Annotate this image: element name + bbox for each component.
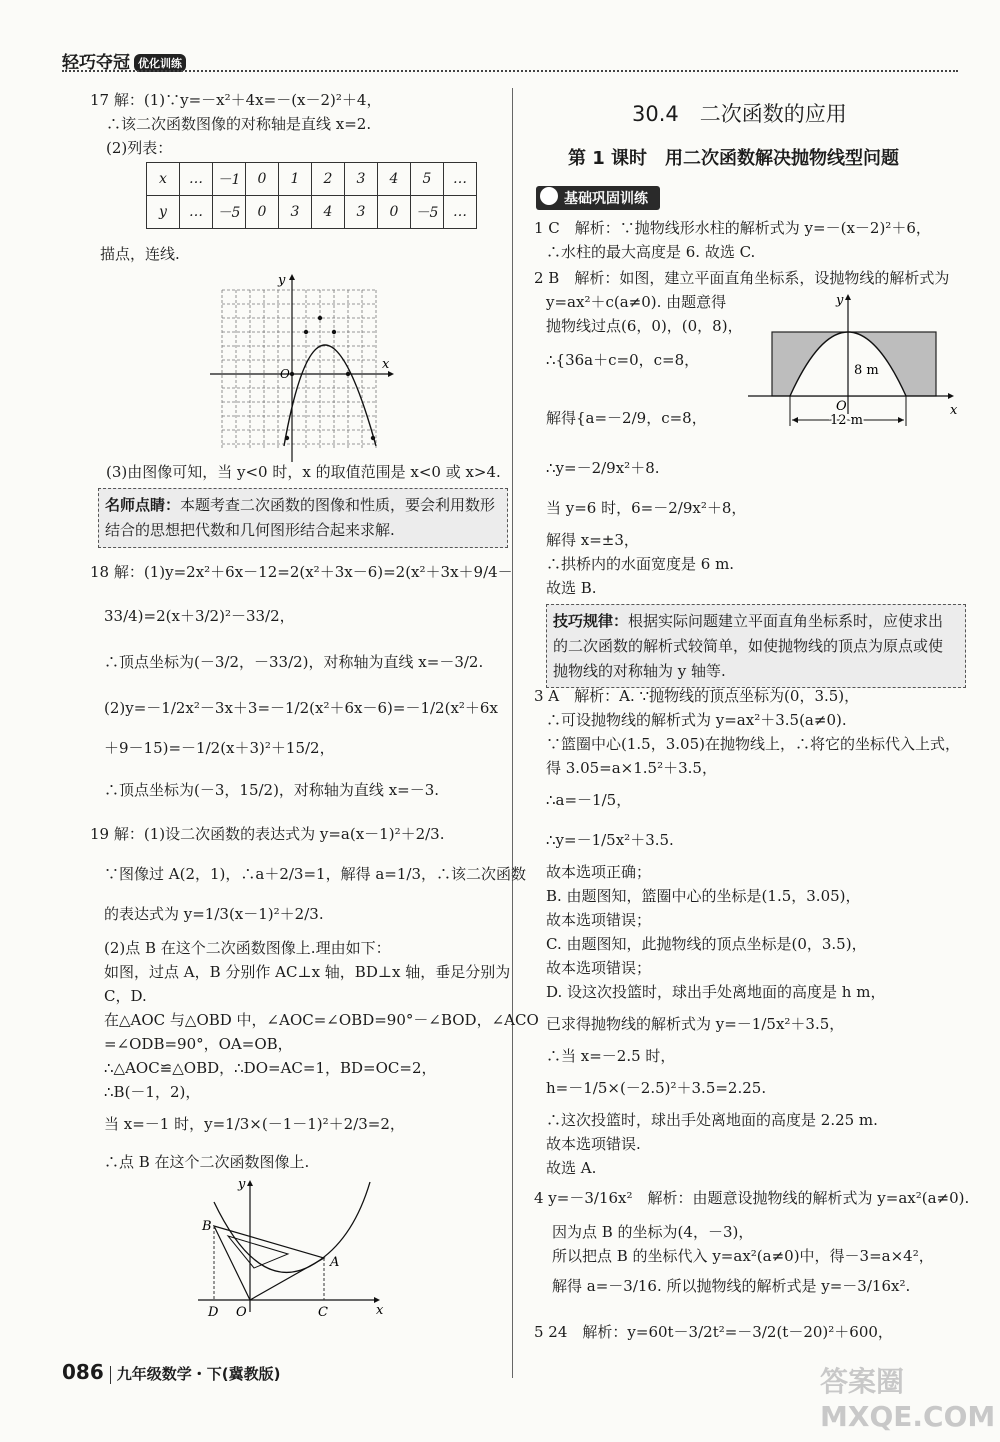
point-b-label: B	[202, 1219, 212, 1234]
q18-line-1: 18 解：(1)y=2x²＋6x－12=2(x²＋3x－6)=2(x²＋3x＋9/4－	[90, 563, 513, 581]
table-cell: 0	[246, 163, 279, 196]
q18-line-6: ∴顶点坐标为(－3，15/2)，对称轴为直线 x=－3.	[104, 781, 440, 799]
q2-line-1: 2 B 解析：如图，建立平面直角坐标系，设抛物线的解析式为	[534, 269, 950, 287]
q3-line-13: 已求得抛物线的解析式为 y=－1/5x²＋3.5，	[546, 1015, 845, 1033]
table-row	[147, 163, 477, 196]
q19-line-7: 在△AOC 与△OBD 中，∠AOC=∠OBD=90°－∠BOD，∠ACO	[104, 1011, 539, 1029]
q3-line-12: D. 设这次投篮时，球出手处离地面的高度是 h m，	[546, 983, 886, 1001]
book-title: 九年级数学・下(冀教版)	[116, 1365, 281, 1383]
q3-line-14: ∴当 x=－2.5 时，	[546, 1047, 676, 1065]
q5-line-1: 5 24 解析：y=60t－3/2t²=－3/2(t－20)²＋600，	[534, 1323, 893, 1341]
point-neg1-neg5	[285, 436, 289, 440]
q18-line-3: ∴顶点坐标为(－3/2，－33/2)，对称轴为直线 x=－3/2.	[104, 653, 484, 671]
arch-bridge-graph	[744, 290, 964, 430]
header-divider	[62, 70, 958, 72]
parabola-grid-graph	[200, 270, 400, 470]
q3-line-3: ∵篮圈中心(1.5，3.05)在抛物线上，∴将它的坐标代入上式，	[546, 735, 960, 753]
q3-line-4: 得 3.05=a×1.5²＋3.5，	[546, 759, 717, 777]
table-cell: …	[180, 196, 213, 229]
section-badge	[536, 186, 660, 210]
point-a-label: A	[330, 1255, 340, 1270]
q4-line-2: 因为点 B 的坐标为(4，－3)，	[552, 1223, 754, 1241]
q3-line-6: ∴y=－1/5x²＋3.5.	[546, 831, 674, 849]
table-cell: －5	[411, 196, 444, 229]
q19-line-10: ∴B(－1，2)，	[104, 1083, 201, 1101]
q19-line-4: (2)点 B 在这个二次函数图像上.理由如下：	[104, 939, 391, 957]
graph3-origin-label: O	[836, 399, 847, 414]
table-cell: －5	[213, 196, 246, 229]
q19-line-6: C，D.	[104, 987, 147, 1005]
point-origin	[290, 372, 294, 376]
point-d-label: D	[208, 1305, 219, 1320]
q17-plot-text: 描点，连线.	[100, 245, 180, 263]
q3-line-2: ∴可设抛物线的解析式为 y=ax²＋3.5(a≠0).	[546, 711, 847, 729]
q2-line-6: ∴y=－2/9x²＋8.	[546, 459, 660, 477]
lesson-title: 第 1 课时 用二次函数解决抛物线型问题	[568, 148, 900, 169]
arrow-left-icon	[792, 417, 798, 423]
q19-line-5: 如图，过点 A，B 分别作 AC⊥x 轴，BD⊥x 轴，垂足分别为	[104, 963, 511, 981]
graph2-x-label: x	[376, 1303, 384, 1318]
q3-line-16: ∴这次投篮时，球出手处离地面的高度是 2.25 m.	[546, 1111, 878, 1129]
q2-line-9: ∴拱桥内的水面宽度是 6 m.	[546, 555, 735, 573]
height-label: 8 m	[854, 363, 879, 378]
tip-box-1	[98, 488, 508, 548]
point-5-neg5	[371, 436, 375, 440]
q19-line-12: ∴点 B 在这个二次函数图像上.	[104, 1153, 310, 1171]
table-cell: 0	[246, 196, 279, 229]
point-3-3	[332, 330, 336, 334]
q3-line-5: ∴a=－1/5，	[546, 791, 632, 809]
tip1-text-1: 本题考查二次函数的图像和性质，要会利用数形	[180, 496, 496, 514]
q2-line-3: 抛物线过点(6，0)，(0，8)，	[546, 317, 743, 335]
table-cell: 4	[312, 196, 345, 229]
graph3-x-label: x	[950, 403, 958, 418]
point-4-0	[346, 372, 350, 376]
table-cell: y	[147, 196, 180, 229]
q1-line-2: ∴水柱的最大高度是 6. 故选 C.	[546, 243, 756, 261]
table-cell: 3	[279, 196, 312, 229]
parabola-curve	[214, 1182, 370, 1272]
q1-line-1: 1 C 解析：∵抛物线形水柱的解析式为 y=－(x－2)²＋6，	[534, 219, 931, 237]
q19-line-1: 19 解：(1)设二次函数的表达式为 y=a(x－1)²＋2/3.	[90, 825, 445, 843]
tip1-label: 名师点睛：	[105, 496, 181, 514]
q3-line-1: 3 A 解析：A. ∵抛物线的顶点坐标为(0，3.5)，	[534, 687, 860, 705]
table-cell: …	[444, 196, 477, 229]
table-cell: 0	[378, 196, 411, 229]
q18-line-5: ＋9－15)=－1/2(x＋3)²＋15/2，	[104, 739, 335, 757]
y-axis-arrow-icon	[247, 1180, 253, 1186]
table-cell: 3	[345, 163, 378, 196]
tip2-text-3: 抛物线的对称轴为 y 轴等.	[553, 662, 726, 680]
table-cell: …	[180, 163, 213, 196]
q4-line-3: 所以把点 B 的坐标代入 y=ax²(a≠0)中，得－3=a×4²，	[552, 1247, 934, 1265]
q19-line-2: ∵图像过 A(2，1)，∴a＋2/3=1，解得 a=1/3，∴该二次函数	[104, 865, 527, 883]
table-cell: 4	[378, 163, 411, 196]
q19-line-11: 当 x=－1 时，y=1/3×(－1－1)²＋2/3=2，	[104, 1115, 405, 1133]
q3-line-7: 故本选项正确；	[546, 863, 652, 881]
q17-line-2: ∴该二次函数图像的对称轴是直线 x=2.	[106, 115, 372, 133]
q18-line-4: (2)y=－1/2x²－3x＋3=－1/2(x²＋6x－6)=－1/2(x²＋6x	[104, 699, 498, 717]
q19-line-8: =∠ODB=90°，OA=OB，	[104, 1035, 293, 1053]
q2-line-2: y=ax²＋c(a≠0). 由题意得	[546, 293, 727, 311]
table-cell: 1	[279, 163, 312, 196]
point-o-label: O	[236, 1305, 247, 1320]
point-c-label: C	[318, 1305, 328, 1320]
q2-line-10: 故选 B.	[546, 579, 597, 597]
logo-tag: 优化训练	[134, 54, 186, 72]
section-title: 30.4 二次函数的应用	[632, 102, 847, 126]
triangle-parabola-graph	[192, 1172, 392, 1322]
q2-line-7: 当 y=6 时，6=－2/9x²＋8，	[546, 499, 747, 517]
table-cell: …	[444, 163, 477, 196]
q19-line-3: 的表达式为 y=1/3(x－1)²＋2/3.	[104, 905, 324, 923]
q2-line-5: 解得{a=－2/9，c=8，	[546, 409, 707, 427]
q3-line-17: 故本选项错误.	[546, 1135, 641, 1153]
width-label: 12 m	[830, 413, 864, 428]
graph2-y-label: y	[238, 1177, 246, 1192]
q3-line-9: 故本选项错误；	[546, 911, 652, 929]
badge-icon	[540, 187, 558, 205]
table-cell: x	[147, 163, 180, 196]
watermark: 答案圈 MXQE.COM	[820, 1365, 996, 1433]
q17-part3: (3)由图像可知，当 y<0 时，x 的取值范围是 x<0 或 x>4.	[106, 463, 501, 481]
graph1-x-label: x	[382, 357, 390, 372]
graph1-origin-label: O	[280, 367, 290, 381]
q3-line-11: 故本选项错误；	[546, 959, 652, 977]
q2-line-4: ∴{36a＋c=0，c=8，	[546, 351, 700, 369]
q3-line-18: 故选 A.	[546, 1159, 597, 1177]
tip-box-2	[546, 604, 966, 688]
arrow-right-icon	[898, 417, 904, 423]
tip2-label: 技巧规律：	[553, 612, 629, 630]
q4-line-4: 解得 a=－3/16. 所以抛物线的解析式是 y=－3/16x².	[552, 1277, 911, 1295]
logo-text: 轻巧夺冠	[62, 53, 130, 73]
q18-line-2: 33/4)=2(x＋3/2)²－33/2，	[104, 607, 295, 625]
point-1-3	[304, 330, 308, 334]
page-footer	[62, 1360, 280, 1384]
table-cell: 3	[345, 196, 378, 229]
q3-line-10: C. 由题图知，此抛物线的顶点坐标是(0，3.5)，	[546, 935, 867, 953]
value-table	[146, 162, 477, 229]
footer-divider	[110, 1366, 111, 1384]
graph3-y-label: y	[836, 293, 844, 308]
q2-line-8: 解得 x=±3，	[546, 531, 639, 549]
graph1-y-label: y	[278, 273, 286, 288]
tip2-text-2: 的二次函数的解析式较简单，如使抛物线的顶点为原点或使	[553, 637, 944, 655]
y-axis-arrow-icon	[289, 274, 295, 280]
y-axis-arrow-icon	[845, 294, 851, 300]
tip2-text-1: 根据实际问题建立平面直角坐标系时，应使求出	[628, 612, 944, 630]
q17-line-3: (2)列表：	[106, 139, 173, 157]
q17-line-1: 17 解：(1)∵y=－x²＋4x=－(x－2)²＋4，	[90, 91, 382, 109]
q4-line-1: 4 y=－3/16x² 解析：由题意设抛物线的解析式为 y=ax²(a≠0).	[534, 1189, 970, 1207]
table-cell: 5	[411, 163, 444, 196]
column-divider	[512, 88, 513, 1378]
tip1-text-2: 结合的思想把代数和几何图形结合起来求解.	[105, 521, 395, 539]
table-cell: －1	[213, 163, 246, 196]
point-vertex	[318, 316, 322, 320]
table-cell: 2	[312, 163, 345, 196]
x-axis-arrow-icon	[948, 393, 954, 399]
q3-line-15: h=－1/5×(－2.5)²＋3.5=2.25.	[546, 1079, 767, 1097]
page-number: 086	[62, 1360, 104, 1384]
q19-line-9: ∴△AOC≌△OBD，∴DO=AC=1，BD=OC=2，	[104, 1059, 437, 1077]
table-row	[147, 196, 477, 229]
badge-label: 基础巩固训练	[564, 191, 648, 207]
q3-line-8: B. 由题图知，篮圈中心的坐标是(1.5，3.05)，	[546, 887, 861, 905]
